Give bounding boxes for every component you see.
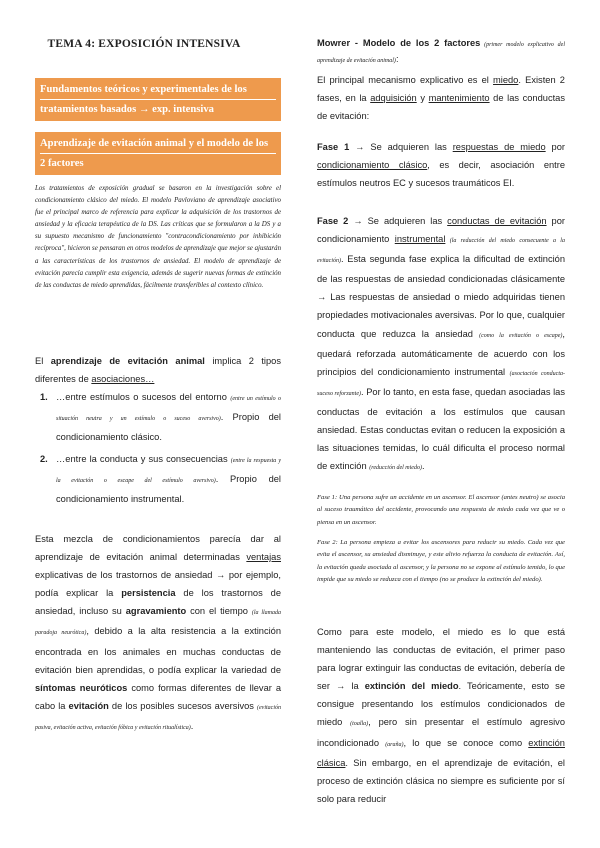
banner-line: Aprendizaje de evitación animal y el modelo de los (40, 134, 276, 154)
list-item: 2. …entre la conducta y sus consecuencias (entre la respuesta y la evitación o escape del estímulo aversivo). Propio del condicionamiento instrumental. (40, 454, 281, 505)
banner-line: 2 factores (40, 158, 84, 169)
model-heading: Mowrer - Modelo de los 2 factores (primer modelo explicativo del aprendizaje de evitación animal): (317, 38, 566, 64)
intro-italic-paragraph: Los tratamientos de exposición gradual se basaron en la investigación sobre el condicionamiento clásico del miedo. El modelo Pavloviano de aprendizaje asociativo fue el principal marco de referencia para explicar la adquisición de los trastornos de ansiedad y la eficacia terapéutica de la DS. Las críticas que se formularon a la DS y a su supuesto mecanismo de funcionamiento "contracondicionamiento por inhibición recíproca", hicieron se pensaran en otros modelos de aprendizaje que mejor se ajustarán a las características de los trastornos de ansiedad. El modelo de aprendizaje de evitación parecía cumplir esta exigencia, además de sugerir nuevas formas de extinción de las conductas de miedo aprendidas, fácilmente transferibles al contexto clínico. (35, 185, 282, 289)
banner-line: tratamientos basados → exp. intensiva (40, 104, 214, 115)
paragraph-mecanismo: El principal mecanismo explicativo es el miedo. Existen 2 fases, en la adquisición y mantenimiento de las conductas de evitación: (317, 75, 565, 122)
paragraph-extincion: Como para este modelo, el miedo es lo que está manteniendo las conductas de evitación, el primer paso para lograr extinguir las conductas de evitación, debería de ser → la extinción del miedo. Teóricamente, esto se consigue presentando los estímulos condicionados de miedo (toalla), pero sin presentar el estímulo agresivo incondicionado (araña), lo que se conoce como extinción clásica. Sin embargo, en el aprendizaje de evitación, el proceso de extinción clásica no siempre es suficiente por sí solo para reducir (317, 627, 565, 804)
paragraph-ventajas: Esta mezcla de condicionamientos parecía dar al aprendizaje de evitación animal determinadas ventajas explicativas de los trastornos de ansiedad → por ejemplo, podía explicar la persistencia de los trastornos de ansiedad, incluso su agravamiento con el tiempo (la llamada paradoja neurótica), debido a la alta resistencia a la extinción encontrada en los animales en muchas conductas de evitación bien aprendidas, o podía explicar la variedad de síntomas neuróticos como formas diferentes de llevar a cabo la evitación de los posibles sucesos aversivos (evitación pasiva, evitación activa, evitación fóbica y evitación ritualística). (35, 534, 282, 731)
list-item: 1. …entre estímulos o sucesos del entorno (entre un estímulo o situación neutra y un estímulo o suceso aversivo). Propio del condicionamiento clásico. (40, 392, 282, 443)
paragraph-fase-2: Fase 2 → Se adquieren las conductas de evitación por condicionamiento instrumental (la reducción del miedo consecuente a la evitación). Esta segunda fase explica la dificultad de extinción de las respuestas de ansiedad condicionadas clásicamente → Las respuestas de ansiedad o miedo adquiridas tienen propiedades motivacionales aversivas. Por lo que, cualquier conducta que reduzca la ansiedad (como la evitación o escape), quedará reforzada automáticamente de acuerdo con los principios del condicionamiento instrumental (asociación conducta-suceso reforzante). Por lo tanto, en esta fase, quedan asociadas las conductas de evitación a los estímulos que causan ansiedad. Estas conductas evitan o reducen la exposición a las situaciones temidas, lo cuál dificulta el proceso normal de extinción (reducción del miedo). (317, 216, 565, 472)
note-fase-2: Fase 2: La persona empieza a evitar los ascensores para reducir su miedo. Cada vez que evita el ascensor, su ansiedad disminuye, y este alivio refuerza la conducta de evitación. Así, la evitación queda asociada al ascensor, y la persona no se expone al estímulo temido, lo que impide que su miedo se reduzca con el tiempo (no se produce la extinción del miedo). (317, 539, 565, 584)
section-banner-aprendizaje (35, 132, 281, 175)
paragraph-fase-1: Fase 1 → Se adquieren las respuestas de miedo por condicionamiento clásico, es decir, asociación entre estímulos neutros EC y sucesos traumáticos EI. (317, 142, 566, 189)
association-list (35, 388, 281, 509)
paragraph-asociaciones: El aprendizaje de evitación animal implica 2 tipos diferentes de asociaciones… (35, 356, 281, 385)
page-title: TEMA 4: EXPOSICIÓN INTENSIVA (47, 38, 241, 50)
note-fase-1: Fase 1: Una persona sufre un accidente en un ascensor. El ascensor (antes neutro) se asocia al suceso traumático del accidente, provocando una respuesta de miedo cada vez que ve o piensa en un ascensor. (317, 494, 565, 526)
banner-line: Fundamentos teóricos y experimentales de los (40, 80, 276, 100)
section-banner-fundamentos (35, 78, 281, 121)
